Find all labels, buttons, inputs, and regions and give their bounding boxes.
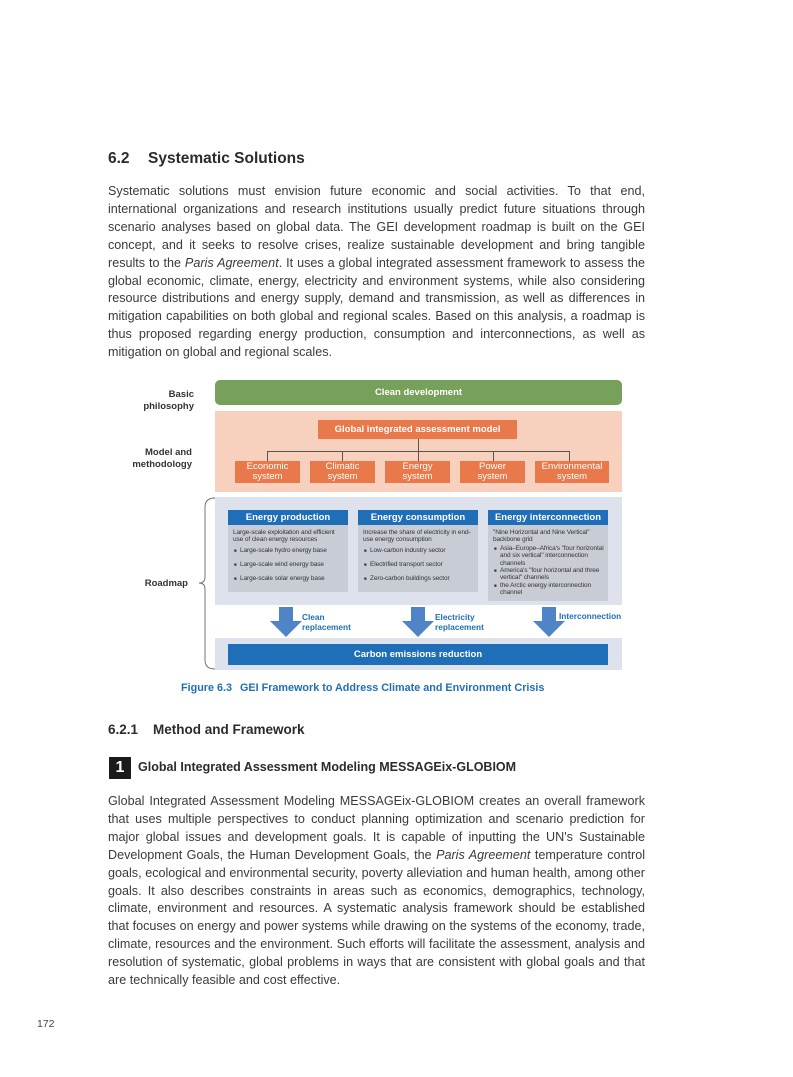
tree-connector — [569, 451, 570, 461]
arrow-label-electricity-replacement: Electricity replacement — [435, 612, 484, 632]
clean-development-bar: Clean development — [215, 380, 622, 405]
paragraph-text: temperature control goals, ecological and environmental security, poverty alleviation and human health, among other goals. It also describes constraints in areas such as economics, demographics, technology, climate, environment and resources. A systematic analysis framework should be established that focuses on energy and power systems while drawing on the systems of the economy, trade, climate, resources and the environment. Such efforts will facilitate the assessment, analysis and resolution of systematic, global problems in ways that are consistent with global goals and that are technically feasible and cost effective. — [108, 847, 646, 988]
carbon-reduction-bar: Carbon emissions reduction — [228, 644, 608, 665]
column-title: Energy interconnection — [488, 510, 608, 525]
tree-connector — [267, 451, 268, 461]
energy-production-column — [228, 510, 348, 592]
environmental-system-box: Environmental system — [535, 461, 609, 483]
column-item: ■ Low-carbon industry sector — [363, 547, 474, 554]
column-item: ■ America's "four horizontal and three vertical" channels — [493, 567, 604, 582]
column-title: Energy production — [228, 510, 348, 525]
figure-number: Figure 6.3 — [181, 682, 233, 694]
paragraph-text: Systematic solutions must envision future economic and social activities. To that end, international organizations and research institutions usually predict future situations through scenario analyses based on global data. The GEI development roadmap is built on the GEI concept, and it seeks to resolve crises, realize sustainable development and bring tangible results to the — [108, 184, 645, 270]
figure-caption — [181, 682, 544, 694]
energy-system-box: Energy system — [385, 461, 450, 483]
subsection-heading — [108, 722, 305, 737]
paragraph-italic: Paris Agreement — [184, 255, 279, 270]
column-intro: Increase the share of electricity in end-use energy consumption — [363, 529, 471, 544]
column-item: ■ Zero-carbon buildings sector — [363, 575, 474, 582]
economic-system-box: Economic system — [235, 461, 300, 483]
row-label-basic-philosophy: Basic philosophy — [143, 389, 194, 412]
paragraph-text: . It uses a global integrated assessment framework to assess the global economic, climate, energy, electricity and environment systems, while also considering resource distributions and energy supply, demand and transmission, as well as differences in mitigation capabilities on both global and regional scales. Based on this analysis, a roadmap is thus proposed regarding energy production, consumption and interconnections, as well as mitigation on global and regional scales. — [108, 255, 645, 360]
section-heading — [108, 150, 305, 168]
global-model-box: Global integrated assessment model — [318, 420, 517, 439]
power-system-box: Power system — [460, 461, 525, 483]
paragraph-italic: Paris Agreement — [436, 847, 531, 862]
column-intro: "Nine Horizontal and Nine Vertical" backbone grid — [493, 529, 590, 544]
page-number: 172 — [37, 1018, 55, 1030]
row-label-roadmap: Roadmap — [144, 578, 188, 589]
paragraph-text: Global Integrated Assessment Modeling MESSAGEix-GLOBIOM creates an overall framework that uses multiple perspectives to conduct planning optimization and scenario prediction for major global issues and development goals. It is capable of inputting the UN's Sustainable Development Goals, the Human Development Goals, the — [108, 794, 645, 862]
tree-connector — [418, 439, 419, 451]
subsection-title: Method and Framework — [153, 722, 305, 737]
column-item: ■ Electrified transport sector — [363, 561, 474, 568]
climatic-system-box: Climatic system — [310, 461, 375, 483]
arrow-label-clean-replacement: Clean replacement — [302, 612, 351, 632]
column-intro: Large-scale exploitation and efficient use of clean energy resources — [233, 529, 335, 544]
body-paragraph — [108, 793, 645, 990]
tree-connector — [493, 451, 494, 461]
figure-caption-text: GEI Framework to Address Climate and Environment Crisis — [240, 682, 545, 694]
subsection-number: 6.2.1 — [108, 722, 139, 737]
row-label-model-methodology: Model and methodology — [132, 447, 192, 470]
energy-consumption-column — [358, 510, 478, 592]
section-number: 6.2 — [108, 150, 130, 167]
column-item: ■ Large-scale solar energy base — [233, 575, 344, 582]
curly-brace-icon — [197, 497, 217, 670]
tree-connector — [342, 451, 343, 461]
column-item: ■ Asia–Europe–Africa's "four horizontal and six vertical" interconnection channels — [493, 545, 604, 567]
arrow-label-interconnection: Interconnection — [559, 611, 622, 621]
intro-paragraph — [108, 183, 645, 362]
tree-connector — [418, 451, 419, 461]
energy-interconnection-column — [488, 510, 608, 601]
section-title: Systematic Solutions — [148, 150, 305, 167]
column-item: ■ Large-scale hydro energy base — [233, 547, 344, 554]
column-title: Energy consumption — [358, 510, 478, 525]
down-arrow-icon — [270, 607, 302, 637]
down-arrow-icon — [402, 607, 434, 637]
numbered-badge: 1 — [109, 757, 131, 779]
subsubsection-title: Global Integrated Assessment Modeling MESSAGEix-GLOBIOM — [138, 760, 517, 774]
column-item: ■ the Arctic energy interconnection channel — [493, 582, 604, 597]
column-item: ■ Large-scale wind energy base — [233, 561, 344, 568]
